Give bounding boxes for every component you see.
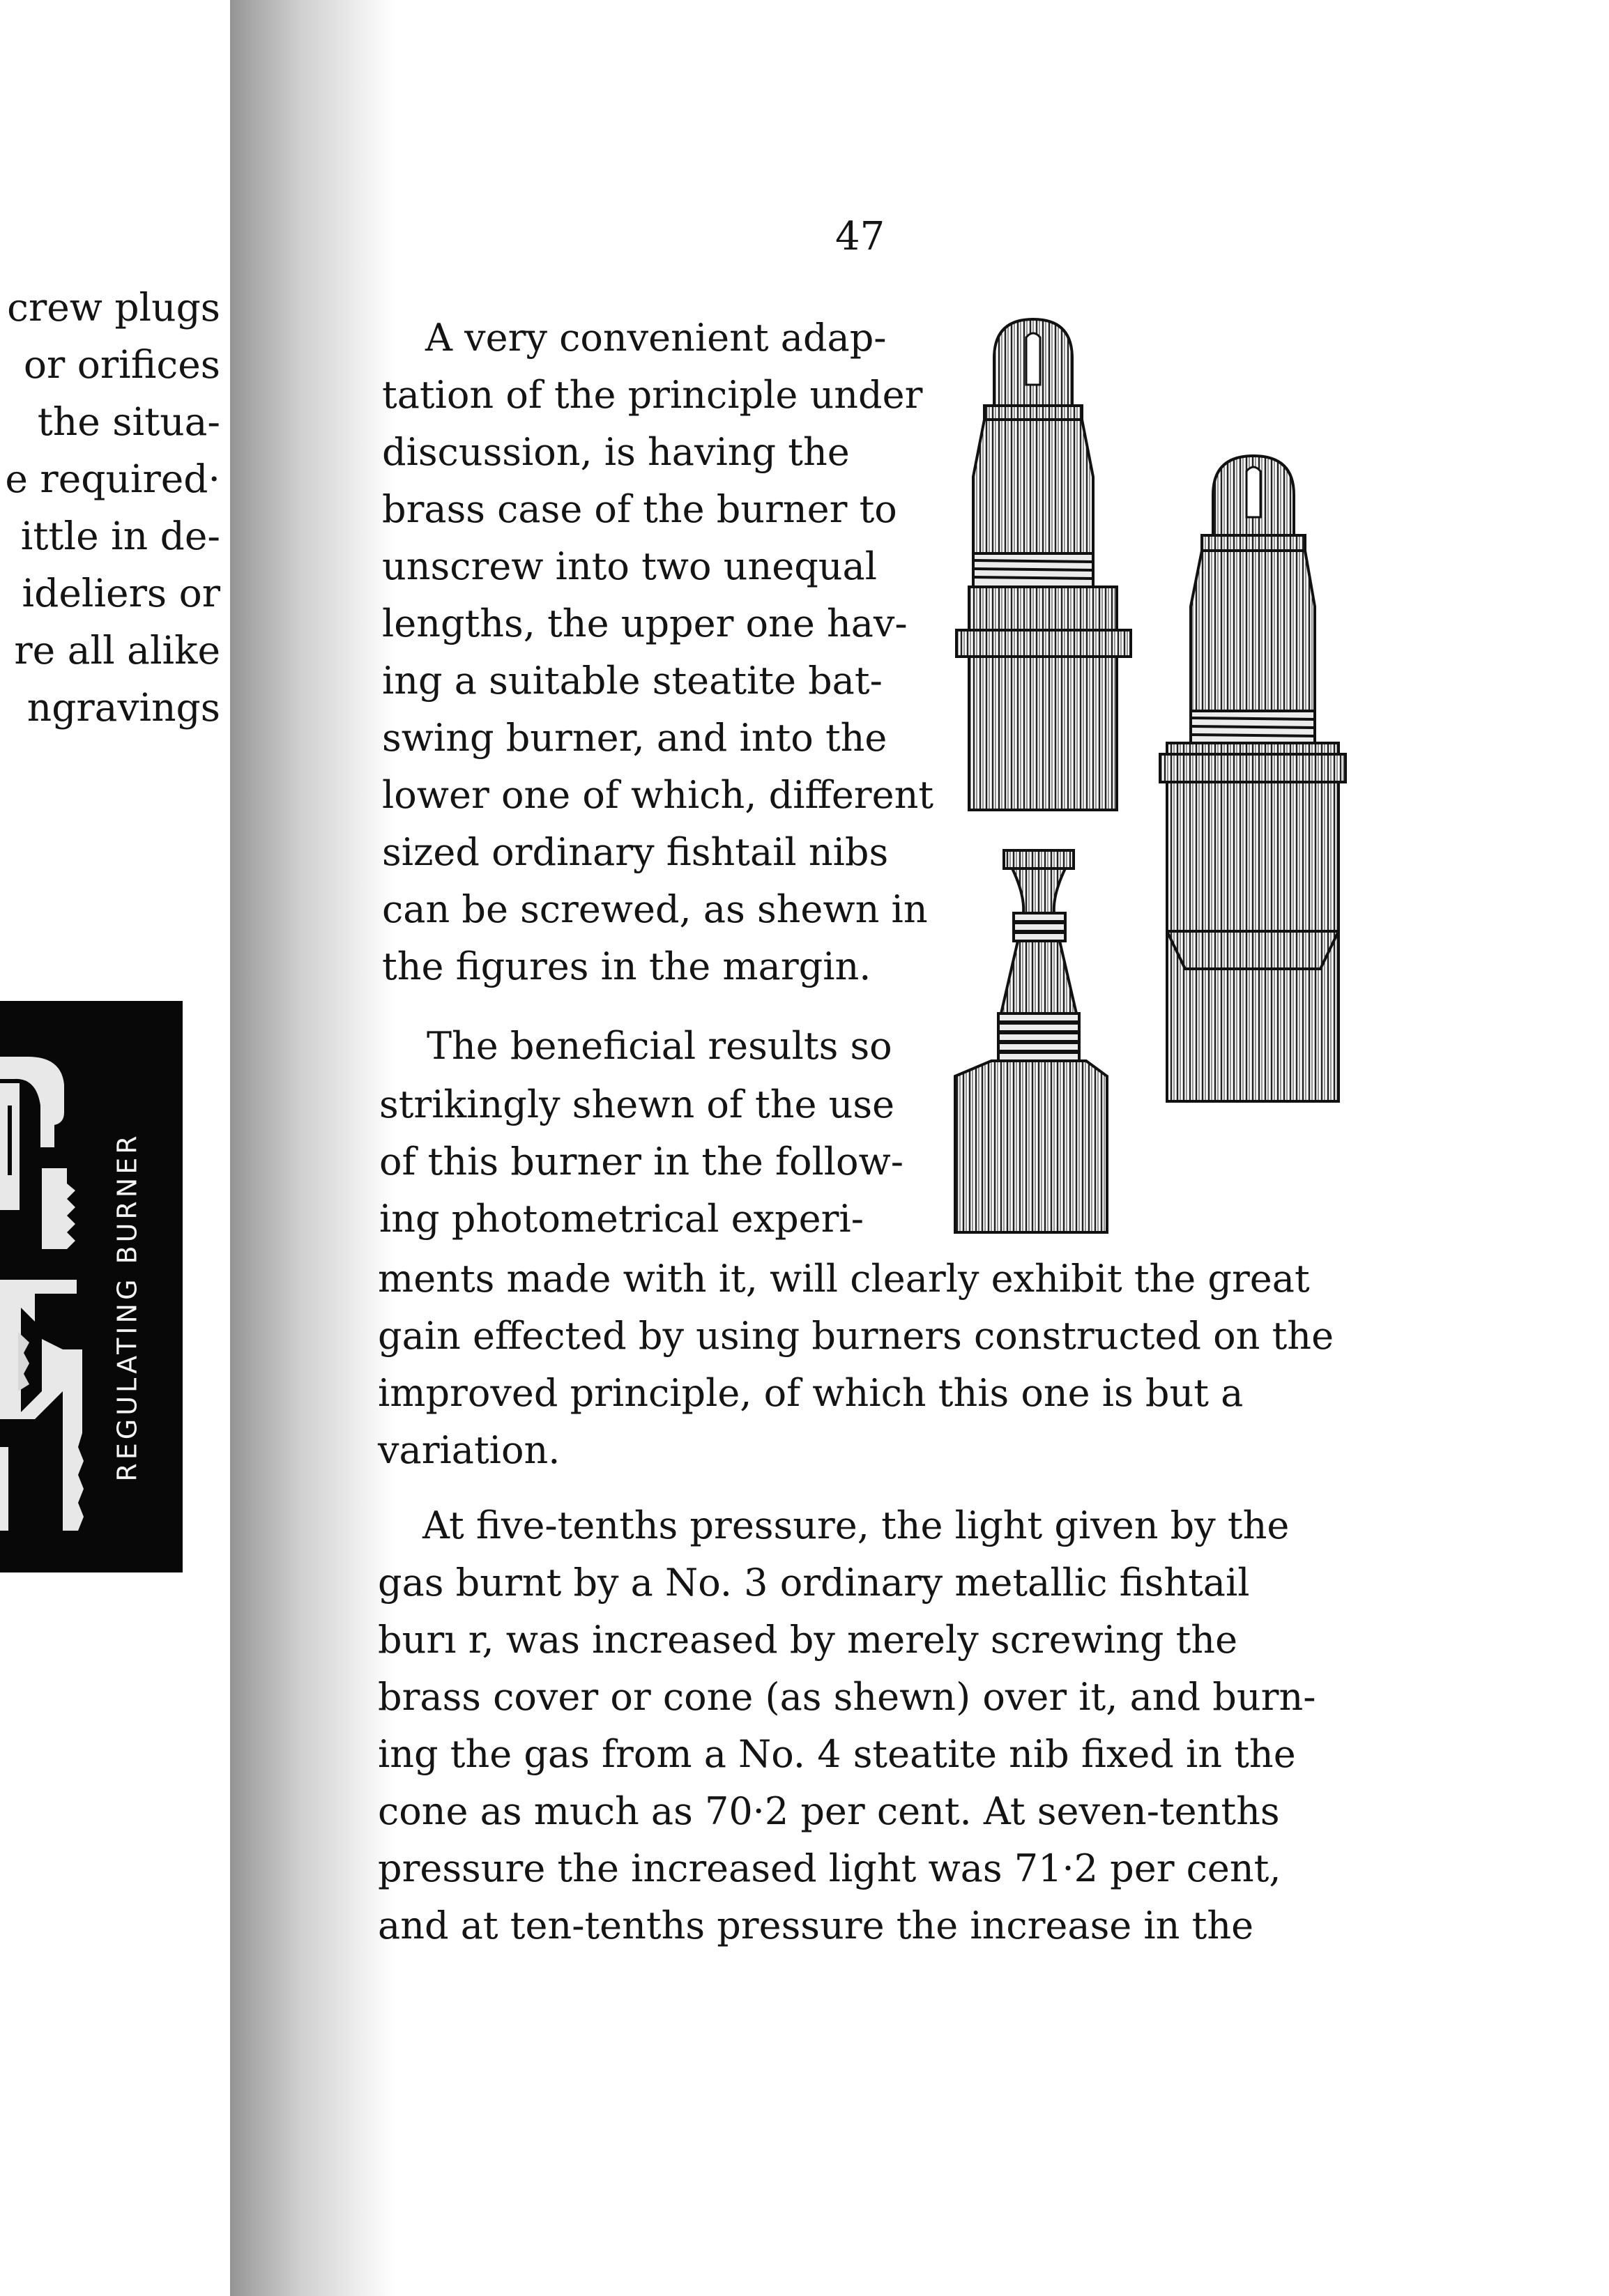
page-number: 47 — [835, 214, 885, 259]
facing-page-fragment — [0, 0, 230, 2296]
text-line: ments made with it, will clearly exhibit the great — [378, 1257, 1310, 1301]
text-line: strikingly shewn of the use — [379, 1082, 895, 1126]
text-line: The beneficial results so — [427, 1024, 892, 1068]
left-text-line: ideliers or — [22, 571, 220, 615]
left-text-line: e required· — [5, 457, 220, 501]
burner-assembled-engraving — [1157, 453, 1348, 1108]
book-gutter-shadow — [222, 0, 396, 2296]
text-line: At five-tenths pressure, the light given by the — [422, 1503, 1290, 1547]
text-line: ing a suitable steatite bat- — [382, 659, 883, 703]
left-text-line: ittle in de- — [20, 514, 220, 558]
text-line: unscrew into two unequal — [382, 544, 878, 588]
text-line: improved principle, of which this one is but a — [378, 1371, 1244, 1415]
left-text-line: crew plugs — [7, 285, 220, 330]
text-line: can be screwed, as shewn in — [382, 887, 928, 931]
regulating-burner-caption: REGULATING BURNER — [112, 1132, 144, 1482]
text-line: gain effected by using burners constructed on the — [378, 1314, 1334, 1358]
text-line: A very convenient adap- — [425, 316, 887, 360]
text-line: brass cover or cone (as shewn) over it, and burn- — [378, 1675, 1316, 1719]
left-text-line: or orifices — [23, 342, 220, 387]
left-text-line: re all alike — [14, 628, 220, 673]
text-line: swing burner, and into the — [382, 716, 887, 760]
text-line: discussion, is having the — [382, 430, 850, 474]
text-line: ing the gas from a No. 4 steatite nib fixed in the — [378, 1732, 1296, 1776]
text-line: gas burnt by a No. 3 ordinary metallic fishtail — [378, 1561, 1250, 1605]
text-line: lengths, the upper one hav- — [382, 602, 908, 645]
text-line: cone as much as 70·2 per cent. At seven-tenths — [378, 1789, 1280, 1833]
text-line: variation. — [378, 1428, 561, 1472]
burner-upper-case-engraving — [954, 316, 1134, 818]
text-line: pressure the increased light was 71·2 per cent, — [378, 1846, 1281, 1890]
burner-lower-case-engraving — [950, 846, 1117, 1237]
text-line: lower one of which, different — [382, 773, 934, 817]
text-line: brass case of the burner to — [382, 487, 897, 531]
left-text-line: ngravings — [26, 685, 220, 730]
text-line: and at ten-tenths pressure the increase in the — [378, 1904, 1254, 1947]
text-line: burı r, was increased by merely screwing the — [378, 1618, 1238, 1662]
left-text-line: the situa- — [37, 399, 220, 444]
text-line: ing photometrical experi- — [379, 1197, 864, 1241]
text-line: the figures in the margin. — [382, 944, 871, 988]
text-line: sized ordinary fishtail nibs — [382, 830, 889, 874]
text-line: of this burner in the follow- — [379, 1140, 903, 1184]
text-line: tation of the principle under — [382, 373, 923, 417]
